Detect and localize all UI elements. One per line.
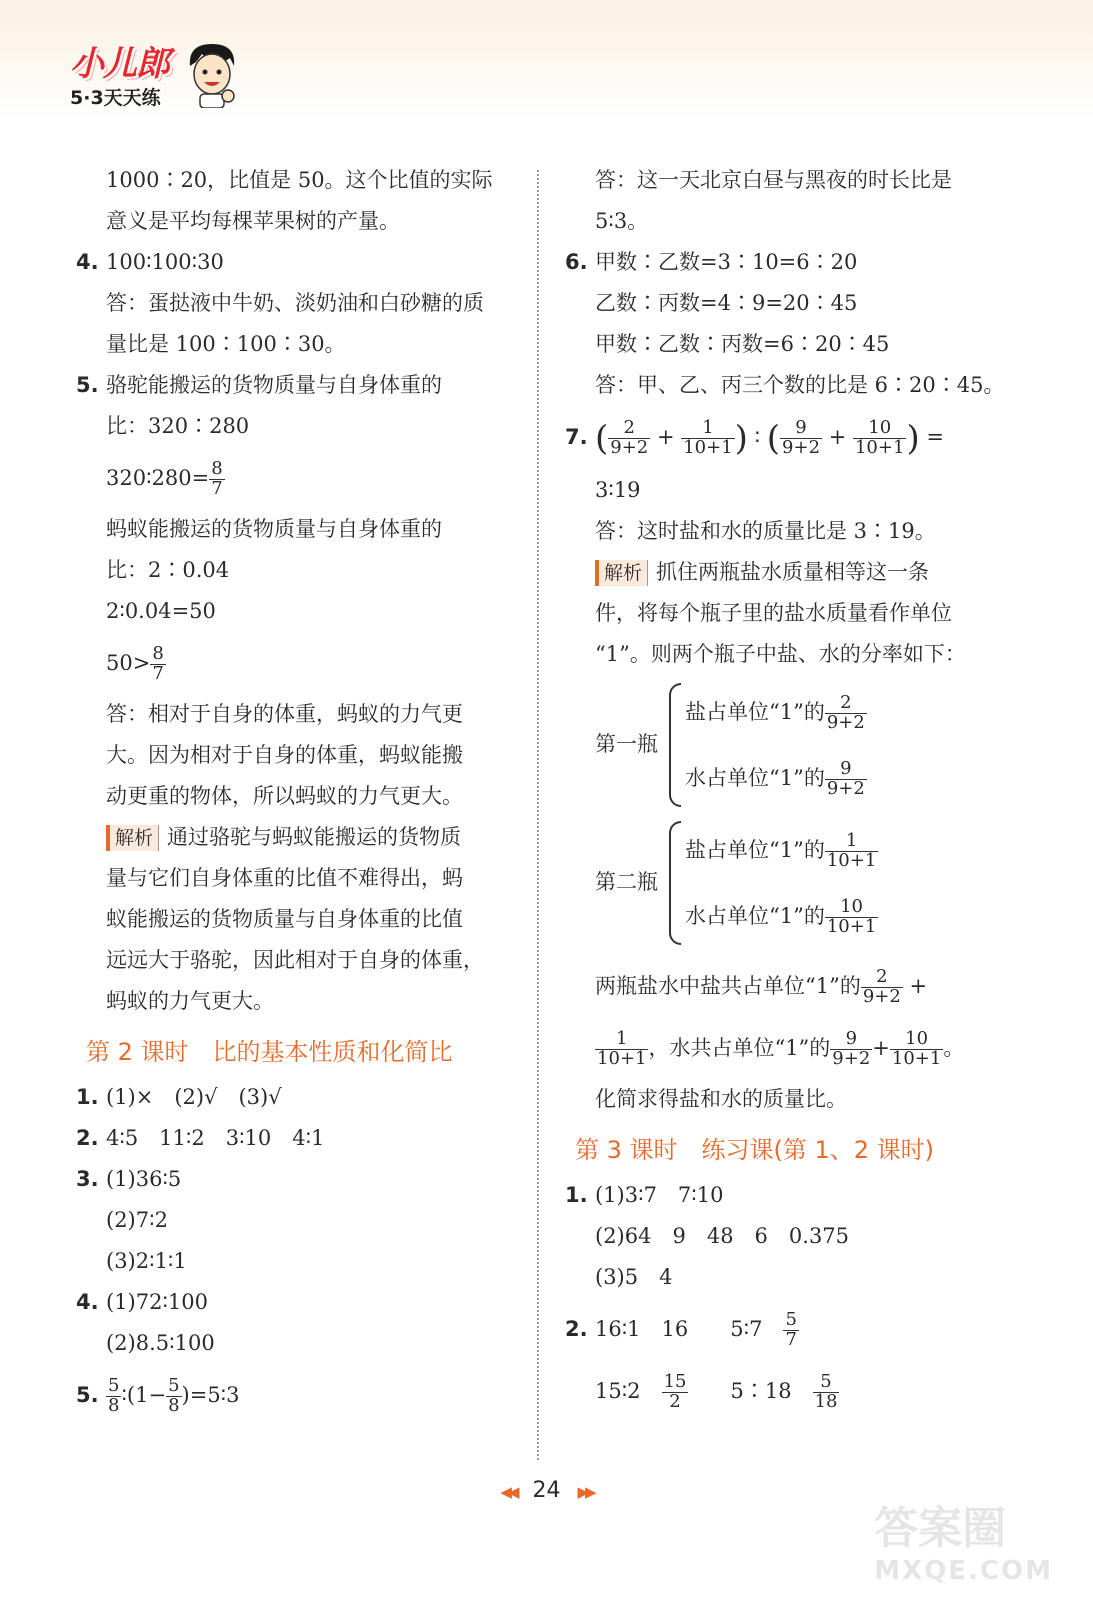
exercise-2 xyxy=(565,1298,1015,1360)
numerator: 5 xyxy=(813,1373,840,1393)
next-arrows-icon: ▶▶ xyxy=(577,1483,593,1501)
fraction xyxy=(890,1027,943,1069)
brace-bottle-2 xyxy=(595,817,1015,949)
question-number: 7. xyxy=(565,425,588,449)
brace-icon xyxy=(669,683,681,807)
brace-label: 第一瓶 xyxy=(595,732,658,756)
denominator: 10+1 xyxy=(826,849,877,871)
question-number: 4. xyxy=(76,250,99,274)
numerator: 8 xyxy=(152,643,164,665)
page-number: 24 xyxy=(532,1478,561,1503)
denominator: 9+2 xyxy=(826,711,865,733)
text-line: (3)2∶1∶1 xyxy=(106,1249,187,1273)
text-line: 蚂蚁能搬运的货物质量与自身体重的 xyxy=(106,517,442,541)
numerator: 2 xyxy=(825,694,867,714)
numerator: 10 xyxy=(825,898,878,918)
fraction xyxy=(783,1308,798,1350)
equation-line xyxy=(76,447,516,509)
logo xyxy=(70,36,169,110)
question-number: 5. xyxy=(76,373,99,397)
watermark-title: 答案圈 xyxy=(874,1503,1007,1554)
analysis-tag: 解析 xyxy=(106,825,159,851)
numerator: 1 xyxy=(825,832,878,852)
fraction xyxy=(825,757,867,799)
text-line: 意义是平均每棵苹果树的产量。 xyxy=(106,209,400,233)
column-divider xyxy=(537,170,539,1460)
text-line: 甲数∶乙数∶丙数=6∶20∶45 xyxy=(595,332,890,356)
answer-5 xyxy=(76,365,516,406)
text-line: (2)64 9 48 6 0.375 xyxy=(595,1223,850,1248)
right-column xyxy=(565,160,1015,1422)
text-line: 3∶19 xyxy=(595,477,641,502)
equation-line xyxy=(76,632,516,694)
denominator: 8 xyxy=(168,1395,180,1416)
answer-text: (1)36∶5 xyxy=(106,1167,182,1191)
numerator: 5 xyxy=(785,1308,797,1330)
exercise-3 xyxy=(76,1159,516,1200)
text-line: 答：这一天北京白昼与黑夜的时长比是 xyxy=(595,168,952,192)
brace-row xyxy=(685,679,867,745)
numerator: 8 xyxy=(211,458,223,480)
numerator: 2 xyxy=(608,419,650,439)
text-line: 动更重的物体，所以蚂蚁的力气更大。 xyxy=(106,784,463,808)
left-column xyxy=(76,160,516,1426)
denominator: 9+2 xyxy=(610,437,649,458)
brace-row xyxy=(685,745,867,811)
denominator: 8 xyxy=(108,1395,120,1416)
denominator: 9+2 xyxy=(782,437,821,458)
denominator: 18 xyxy=(814,1390,838,1412)
question-number: 1. xyxy=(565,1182,588,1207)
text-line: 量与它们自身体重的比值不难得出，蚂 xyxy=(106,866,463,890)
brace-text: 盐占单位“1”的 xyxy=(685,699,825,724)
denominator: 10+1 xyxy=(683,437,733,458)
brace-icon xyxy=(669,821,681,945)
fraction xyxy=(813,1370,840,1412)
question-number: 5. xyxy=(76,1383,99,1407)
text-line: 答：蛋挞液中牛奶、淡奶油和白砂糖的质 xyxy=(106,291,484,315)
analysis-text: 通过骆驼与蚂蚁能搬运的货物质 xyxy=(167,825,462,849)
equation-text: )=5∶3 xyxy=(181,1383,240,1407)
answer-text: 16∶1 16 5∶7 xyxy=(595,1316,763,1341)
numerator: 5 xyxy=(108,1375,120,1397)
question-number: 6. xyxy=(565,250,588,274)
fraction xyxy=(825,691,867,733)
fraction xyxy=(853,419,906,458)
answer-text: 甲数∶乙数=3∶10=6∶20 xyxy=(595,250,858,274)
sum-line-1: 两瓶盐水中盐共占单位“1”的 $\frac{2}{9+2}$ + xyxy=(595,965,928,1007)
analysis-tag: 解析 xyxy=(595,560,648,586)
question-number: 4. xyxy=(76,1290,99,1314)
denominator: 9+2 xyxy=(826,777,865,799)
question-number: 2. xyxy=(76,1126,99,1150)
mascot-boy-icon xyxy=(184,40,240,108)
exercise-2-row-2 xyxy=(565,1360,1015,1422)
watermark-url: MXQE.COM xyxy=(874,1556,1053,1586)
text-line: 件，将每个瓶子里的盐水质量看作单位 xyxy=(595,600,952,625)
equation-text: 50> xyxy=(106,651,151,675)
fraction xyxy=(830,1027,872,1069)
answer-text: (1)× (2)√ (3)√ xyxy=(106,1085,282,1109)
fraction xyxy=(780,419,822,458)
denominator: 9+2 xyxy=(832,1047,871,1069)
question-number: 1. xyxy=(76,1085,99,1109)
numerator: 5 xyxy=(168,1375,180,1397)
numerator: 2 xyxy=(861,968,903,988)
text-line: 答：甲、乙、丙三个数的比是 6∶20∶45。 xyxy=(595,373,1005,397)
denominator: 10+1 xyxy=(891,1047,942,1069)
exercise-2 xyxy=(76,1118,516,1159)
text-line: 远远大于骆驼，因此相对于自身的体重， xyxy=(106,948,484,972)
answer-text: 5∶18 xyxy=(730,1378,792,1403)
equation-text: ∶(1− xyxy=(121,1383,167,1407)
numerator: 10 xyxy=(853,419,906,439)
denominator: 9+2 xyxy=(862,985,901,1007)
fraction xyxy=(825,895,878,937)
text-line: 化简求得盐和水的质量比。 xyxy=(595,1086,847,1111)
text-line: 比：2∶0.04 xyxy=(106,558,230,582)
fraction xyxy=(662,1370,689,1412)
brace-bottle-1 xyxy=(595,679,1015,811)
numerator: 9 xyxy=(825,760,867,780)
numerator: 15 xyxy=(663,1370,687,1392)
text-line: (3)5 4 xyxy=(595,1264,673,1289)
denominator: 7 xyxy=(785,1328,797,1350)
brace-text: 水占单位“1”的 xyxy=(685,765,825,790)
text-line: (2)7∶2 xyxy=(106,1208,168,1232)
fraction xyxy=(150,645,165,684)
text-line: 蚁能搬运的货物质量与自身体重的比值 xyxy=(106,907,463,931)
analysis-block xyxy=(76,817,516,858)
exercise-5 xyxy=(76,1364,516,1426)
text-line: 大。因为相对于自身的体重，蚂蚁能搬 xyxy=(106,743,463,767)
answer-text: (1)72∶100 xyxy=(106,1290,209,1314)
fraction xyxy=(166,1377,181,1416)
denominator: 10+1 xyxy=(854,437,905,458)
fraction xyxy=(861,965,903,1007)
answer-7: 7. ( $\frac{2}{9+2}$ + $\frac{1}{10+1}$ ) ∶ ( $\frac{9}{9+2}$ + $\frac{10}{10+1}$ ) = xyxy=(565,406,1015,470)
brace-text: 盐占单位“1”的 xyxy=(685,837,825,862)
prev-arrows-icon: ◀◀ xyxy=(500,1483,516,1501)
numerator: 1 xyxy=(681,419,734,439)
question-number: 2. xyxy=(565,1316,588,1341)
text-line: 5∶3。 xyxy=(595,209,649,233)
brace-text: 水占单位“1”的 xyxy=(685,903,825,928)
answer-text: 骆驼能搬运的货物质量与自身体重的 xyxy=(106,373,442,397)
text-line: 蚂蚁的力气更大。 xyxy=(106,989,274,1013)
text-line: (2)8.5∶100 xyxy=(106,1331,215,1355)
fraction xyxy=(106,1377,121,1416)
denominator: 2 xyxy=(669,1390,681,1412)
text-line: 乙数∶丙数=4∶9=20∶45 xyxy=(595,291,858,315)
lesson-heading-3: 第 3 课时 练习课(第 1、2 课时) xyxy=(575,1135,935,1164)
text-line: 答：相对于自身的体重，蚂蚁的力气更 xyxy=(106,702,463,726)
answer-text: 100∶100∶30 xyxy=(106,250,224,274)
watermark xyxy=(874,1492,1053,1586)
brace-row xyxy=(685,883,878,949)
fraction xyxy=(209,460,224,499)
denominator: 7 xyxy=(211,478,223,499)
numerator: 9 xyxy=(780,419,822,439)
fraction xyxy=(595,1027,648,1069)
answer-text: (1)3∶7 7∶10 xyxy=(595,1182,724,1207)
text-line: 2∶0.04=50 xyxy=(106,599,216,623)
denominator: 10+1 xyxy=(826,915,877,937)
sum-line-2: $\frac{1}{10+1}$ ，水共占单位“1”的 $\frac{9}{9+2}$ + $\frac{10}{10+1}$ 。 xyxy=(597,1027,965,1069)
logo-subtitle: 5·3天天练 xyxy=(70,87,161,109)
numerator: 1 xyxy=(595,1030,648,1050)
denominator: 7 xyxy=(152,663,164,684)
text-line: 1000∶20，比值是 50。这个比值的实际 xyxy=(106,168,493,192)
text-line: 答：这时盐和水的质量比是 3∶19。 xyxy=(595,518,936,543)
answer-4 xyxy=(76,242,516,283)
numerator: 10 xyxy=(890,1030,943,1050)
logo-name: 小儿郎 xyxy=(70,44,169,84)
denominator: 10+1 xyxy=(597,1047,647,1069)
fraction xyxy=(681,419,734,458)
brace-label: 第二瓶 xyxy=(595,870,658,894)
lesson-heading-2: 第 2 课时 比的基本性质和化简比 xyxy=(86,1038,453,1066)
exercise-1 xyxy=(565,1175,1015,1216)
analysis-block xyxy=(565,552,1015,593)
equation-text: 320∶280= xyxy=(106,466,210,490)
analysis-text: 抓住两瓶盐水质量相等这一条 xyxy=(656,559,930,584)
question-number: 3. xyxy=(76,1167,99,1191)
fraction xyxy=(608,419,650,458)
exercise-1 xyxy=(76,1077,516,1118)
sum-text: 两瓶盐水中盐共占单位“1”的 xyxy=(595,973,861,998)
answer-6 xyxy=(565,242,1015,283)
answer-text: 15∶2 xyxy=(595,1378,641,1403)
numerator: 9 xyxy=(830,1030,872,1050)
fraction xyxy=(825,829,878,871)
text-line: “1”。则两个瓶子中盐、水的分率如下： xyxy=(595,641,966,666)
exercise-4 xyxy=(76,1282,516,1323)
text-line: 量比是 100∶100∶30。 xyxy=(106,332,346,356)
answer-text: 4∶5 11∶2 3∶10 4∶1 xyxy=(106,1126,325,1150)
brace-row xyxy=(685,817,878,883)
sum-text: ，水共占单位“1”的 xyxy=(648,1035,831,1060)
text-line: 比：320∶280 xyxy=(106,414,250,438)
